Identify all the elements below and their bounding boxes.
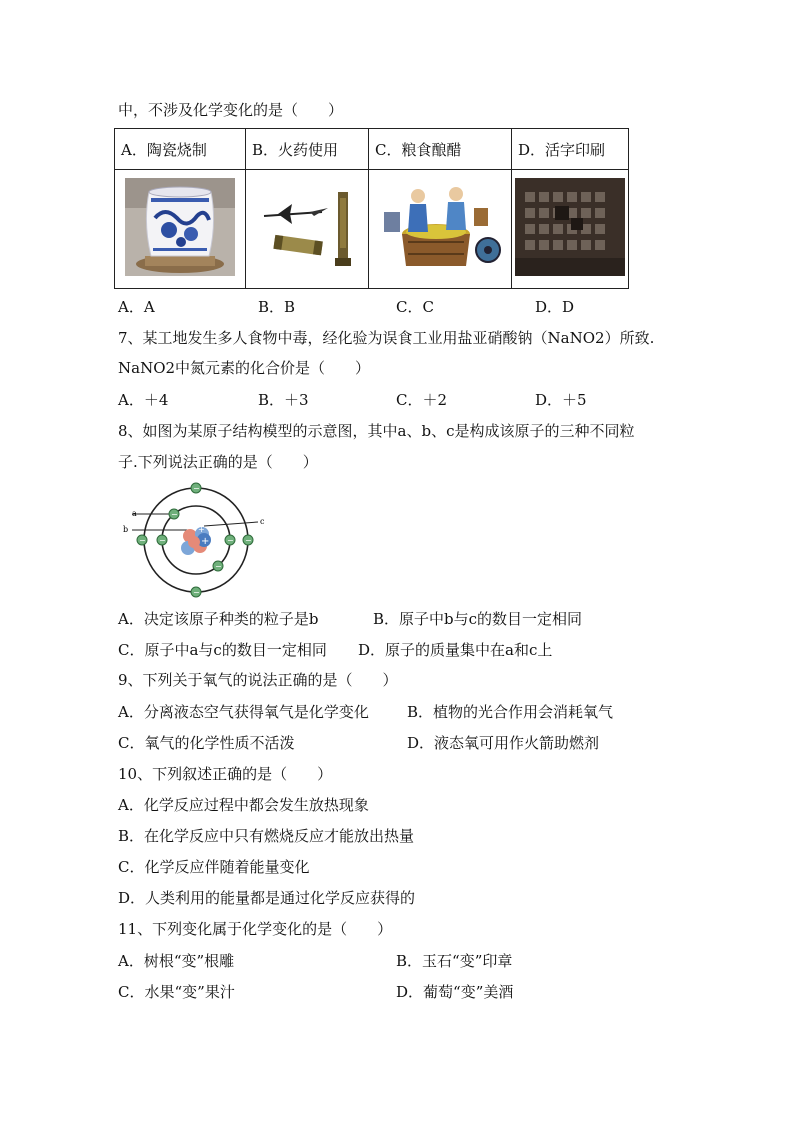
q7-option-a: A．＋4 (118, 391, 169, 409)
svg-text:+: + (198, 525, 205, 534)
label-c: c (260, 517, 265, 526)
q9-option-d: D．液态氧可用作火箭助燃剂 (407, 734, 600, 752)
q6-header-c: C．粮食酿醋 (369, 129, 512, 170)
q9-option-c: C．氧气的化学性质不活泼 (118, 734, 295, 752)
q6-stem: 中，不涉及化学变化的是（ ） (118, 101, 344, 119)
svg-text:+: + (201, 536, 210, 547)
label-a: a (132, 509, 137, 518)
q9-option-a: A．分离液态空气获得氧气是化学变化 (118, 703, 369, 721)
q9-option-b: B．植物的光合作用会消耗氧气 (407, 703, 614, 721)
q11-option-b: B．玉石“变”印章 (396, 952, 513, 970)
q6-image-cell-d (512, 170, 629, 289)
svg-text:−: − (245, 536, 252, 545)
q6-options-table (114, 128, 629, 289)
svg-text:−: − (227, 536, 234, 545)
q6-header-a: A．陶瓷烧制 (115, 129, 246, 170)
svg-text:−: − (193, 588, 200, 597)
q6-option-b: B．B (258, 298, 296, 316)
label-b: b (123, 525, 129, 534)
q11-option-a: A．树根“变”根雕 (118, 952, 235, 970)
q8-stem-line1: 8、如图为某原子结构模型的示意图，其中a、b、c是构成该原子的三种不同粒 (118, 422, 635, 440)
atom-structure-diagram (118, 480, 278, 600)
q6-image-cell-c (369, 170, 512, 289)
q6-image-cell-a (115, 170, 246, 289)
vinegar-brewing-icon (378, 178, 502, 276)
q8-option-d: D．原子的质量集中在a和c上 (358, 641, 553, 659)
q8-option-a: A．决定该原子种类的粒子是b (118, 610, 319, 628)
q6-image-cell-b (246, 170, 369, 289)
q10-option-b: B．在化学反应中只有燃烧反应才能放出热量 (118, 827, 415, 845)
q7-stem-line1: 7、某工地发生多人食物中毒，经化验为误食工业用盐亚硝酸钠（NaNO2）所致. (118, 329, 655, 347)
q11-stem: 11、下列变化属于化学变化的是（ ） (118, 920, 393, 938)
porcelain-jar-icon (125, 178, 235, 276)
q11-option-c: C．水果“变”果汁 (118, 983, 235, 1001)
q7-option-c: C．＋2 (396, 391, 448, 409)
q6-option-c: C．C (396, 298, 434, 316)
svg-text:−: − (171, 510, 178, 519)
svg-text:−: − (159, 536, 166, 545)
q10-option-a: A．化学反应过程中都会发生放热现象 (118, 796, 369, 814)
q8-stem-line2: 子.下列说法正确的是（ ） (118, 453, 318, 471)
gunpowder-rocket-icon (252, 178, 362, 276)
q8-option-c: C．原子中a与c的数目一定相同 (118, 641, 327, 659)
q11-option-d: D．葡萄“变”美酒 (396, 983, 514, 1001)
q10-option-d: D．人类利用的能量都是通过化学反应获得的 (118, 889, 416, 907)
q6-header-b: B．火药使用 (246, 129, 369, 170)
q9-stem: 9、下列关于氧气的说法正确的是（ ） (118, 671, 398, 689)
q8-option-b: B．原子中b与c的数目一定相同 (373, 610, 583, 628)
svg-text:−: − (139, 536, 146, 545)
q6-header-d: D．活字印刷 (512, 129, 629, 170)
movable-type-icon (515, 178, 625, 276)
svg-text:−: − (193, 484, 200, 493)
q7-option-b: B．＋3 (258, 391, 309, 409)
q6-option-d: D．D (535, 298, 575, 316)
q7-stem-line2: NaNO2中氮元素的化合价是（ ） (118, 359, 371, 377)
q7-option-d: D．＋5 (535, 391, 587, 409)
q10-stem: 10、下列叙述正确的是（ ） (118, 765, 333, 783)
svg-text:−: − (215, 562, 222, 571)
q6-option-a: A．A (118, 298, 155, 316)
q10-option-c: C．化学反应伴随着能量变化 (118, 858, 310, 876)
